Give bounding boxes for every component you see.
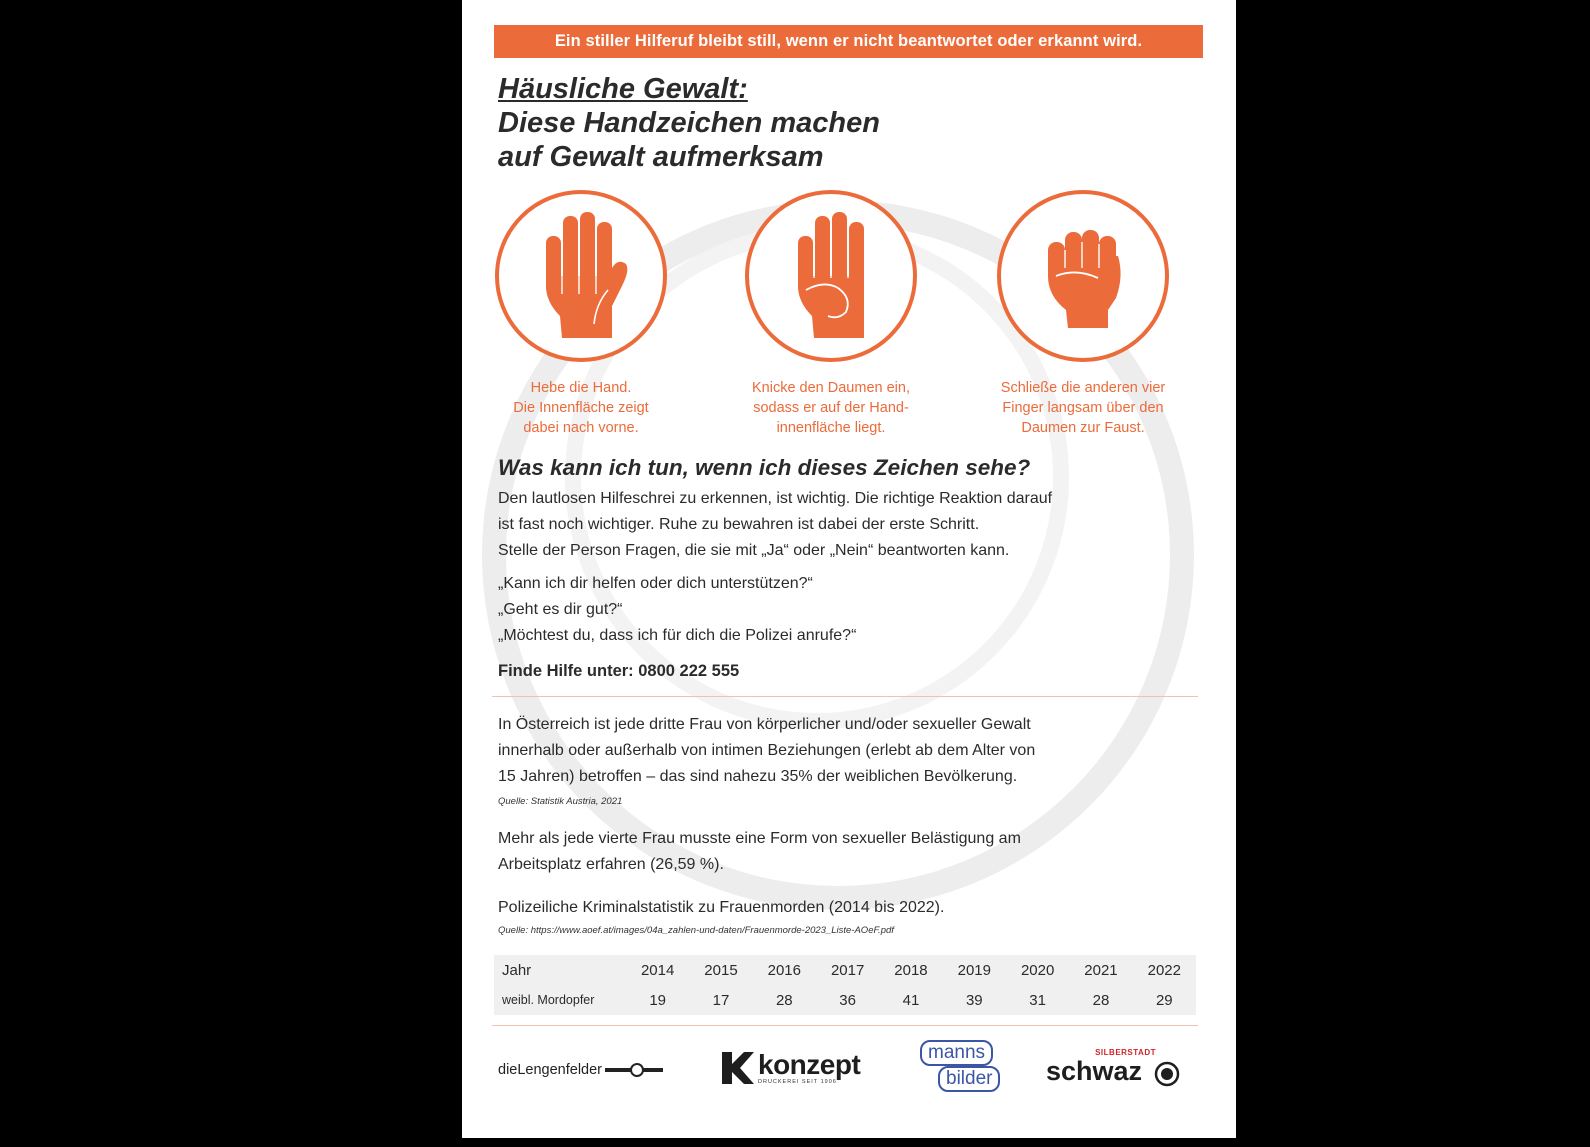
year-cell: 2017 xyxy=(830,961,865,979)
konzept-k-icon xyxy=(720,1050,754,1086)
row-label: Jahr xyxy=(502,961,532,979)
thumb-tucked-icon xyxy=(776,206,886,346)
question-item: „Geht es dir gut?“ xyxy=(498,601,623,618)
caption-line: Daumen zur Faust. xyxy=(1021,420,1145,436)
closed-fist-icon xyxy=(1028,206,1138,346)
year-cell: 2016 xyxy=(767,961,801,979)
year-cell: 2018 xyxy=(894,961,928,979)
question-item: „Möchtest du, dass ich für dich die Polizei anrufe?“ xyxy=(498,627,857,644)
gesture-step-2 xyxy=(726,190,936,438)
value-cell: 29 xyxy=(1155,991,1173,1009)
logo-text: konzept xyxy=(758,1049,861,1080)
gesture-step-3 xyxy=(978,190,1188,438)
value-cell: 17 xyxy=(712,991,730,1009)
divider xyxy=(492,696,1198,697)
logo-konzept xyxy=(720,1050,860,1086)
femicide-table xyxy=(494,955,1196,1015)
year-cell: 2022 xyxy=(1147,961,1181,979)
source-note: Quelle: https://www.aoef.at/images/04a_zahlen-und-daten/Frauenmorde-2023_Liste-AOeF.pdf xyxy=(498,925,894,936)
logo-text: dieLengenfelder xyxy=(498,1062,603,1078)
gesture-step-1 xyxy=(476,190,686,438)
year-cell: 2014 xyxy=(640,961,675,979)
text-line: Mehr als jede vierte Frau musste eine Form von sexueller Belästigung am xyxy=(498,830,1021,847)
gesture-caption xyxy=(978,378,1188,438)
caption-line: Knicke den Daumen ein, xyxy=(752,380,910,396)
logo-text: schwaz xyxy=(1046,1056,1143,1086)
divider xyxy=(492,1025,1198,1026)
question-item: „Kann ich dir helfen oder dich unterstützen?“ xyxy=(498,575,813,592)
value-cell: 19 xyxy=(649,991,666,1009)
stat-harassment xyxy=(498,826,1198,878)
year-cell: 2021 xyxy=(1084,961,1118,979)
page-title xyxy=(498,72,1018,174)
text-line: Den lautlosen Hilfeschrei zu erkennen, ist wichtig. Die richtige Reaktion darauf xyxy=(498,490,1053,507)
caption-line: Die Innenfläche zeigt xyxy=(513,400,649,416)
caption-line: Finger langsam über den xyxy=(1002,400,1164,416)
question-list xyxy=(498,571,1198,649)
title-line-3: auf Gewalt aufmerksam xyxy=(498,141,824,173)
key-icon xyxy=(605,1063,663,1077)
text-line: In Österreich ist jede dritte Frau von körperlicher und/oder sexueller Gewalt xyxy=(498,716,1031,733)
table-row xyxy=(494,955,1196,985)
help-hotline: Finde Hilfe unter: 0800 222 555 xyxy=(498,662,740,680)
text-line: Arbeitsplatz erfahren (26,59 %). xyxy=(498,856,724,873)
gesture-circle xyxy=(745,190,917,362)
flyer-page xyxy=(462,0,1236,1138)
what-to-do-text xyxy=(498,486,1198,564)
title-line-2: Diese Handzeichen machen xyxy=(498,107,880,139)
schwaz-circle-icon xyxy=(1154,1061,1180,1087)
caption-line: Hebe die Hand. xyxy=(530,380,632,396)
section-heading: Was kann ich tun, wenn ich dieses Zeichen sehe? xyxy=(498,455,1031,480)
caption-line: dabei nach vorne. xyxy=(523,420,639,436)
source-note: Quelle: Statistik Austria, 2021 xyxy=(498,796,623,807)
logo-lengenfelder xyxy=(498,1062,663,1078)
value-cell: 41 xyxy=(902,991,920,1009)
text-line: 15 Jahren) betroffen – das sind nahezu 35% der weiblichen Bevölkerung. xyxy=(498,768,1018,785)
value-cell: 39 xyxy=(965,991,983,1009)
banner: Ein stiller Hilferuf bleibt still, wenn er nicht beantwortet oder erkannt wird. xyxy=(494,25,1203,58)
logo-text: bilder xyxy=(938,1066,1000,1092)
logo-subtext: DRUCKEREI SEIT 1906 xyxy=(758,1079,837,1085)
title-line-1: Häusliche Gewalt: xyxy=(498,73,748,105)
text-line: Stelle der Person Fragen, die sie mit „Ja“ oder „Nein“ beantworten kann. xyxy=(498,542,1010,559)
open-palm-icon xyxy=(526,206,636,346)
gesture-circle xyxy=(495,190,667,362)
year-cell: 2020 xyxy=(1020,961,1055,979)
logo-schwaz xyxy=(1046,1048,1186,1088)
text-line: ist fast noch wichtiger. Ruhe zu bewahren ist dabei der erste Schritt. xyxy=(498,516,980,533)
value-cell: 28 xyxy=(775,991,793,1009)
text-line: innerhalb oder außerhalb von intimen Beziehungen (erlebt ab dem Alter von xyxy=(498,742,1036,759)
sponsor-logos xyxy=(462,1042,1236,1108)
table-row xyxy=(494,985,1196,1015)
gesture-caption xyxy=(726,378,936,438)
year-cell: 2015 xyxy=(704,961,738,979)
year-cell: 2019 xyxy=(957,961,991,979)
logo-text: manns xyxy=(920,1040,993,1066)
gesture-caption xyxy=(476,378,686,438)
value-cell: 36 xyxy=(839,991,856,1009)
value-cell: 31 xyxy=(1029,991,1046,1009)
logo-subtext: SILBERSTADT xyxy=(1095,1048,1156,1057)
row-label: weibl. Mordopfer xyxy=(502,993,595,1007)
caption-line: sodass er auf der Hand- xyxy=(753,400,909,416)
value-cell: 28 xyxy=(1092,991,1110,1009)
text-line: Polizeiliche Kriminalstatistik zu Frauenmorden (2014 bis 2022). xyxy=(498,899,945,916)
gesture-circle xyxy=(997,190,1169,362)
logo-manns-bilder xyxy=(920,1040,1016,1096)
caption-line: innenfläche liegt. xyxy=(776,420,886,436)
stat-femicide-heading xyxy=(498,895,1198,921)
stat-violence xyxy=(498,712,1198,790)
caption-line: Schließe die anderen vier xyxy=(1000,380,1166,396)
